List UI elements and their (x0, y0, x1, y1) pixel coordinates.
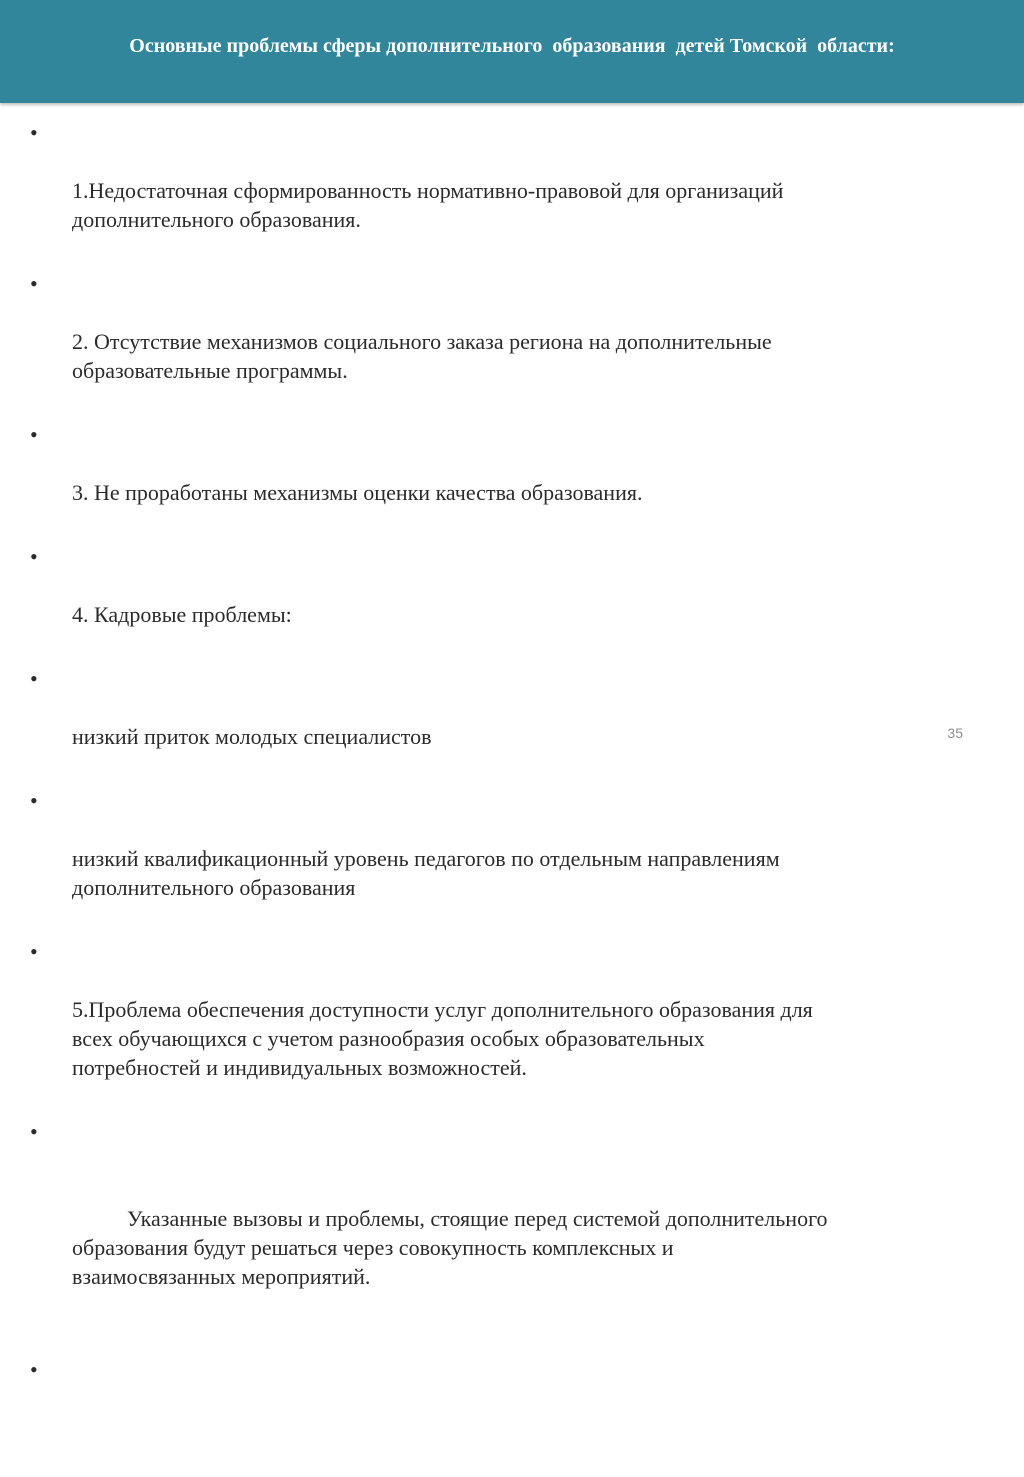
bullet-item-3 (0, 420, 972, 536)
bullet-item-2 (0, 269, 972, 414)
bullet-list (0, 118, 1024, 1471)
bullet-text: Указанные вызовы и проблемы, стоящие перед системой дополнительного образования будут решаться через совокупность комплексных и взаимосвязанных мероприятий. (72, 1206, 828, 1289)
bullet-dot-icon: • (30, 1357, 38, 1382)
bullet-dot-icon: • (30, 666, 38, 691)
bullet-dot-icon: • (30, 271, 38, 296)
page-number: 35 (947, 725, 963, 741)
bullet-item-8 (0, 1117, 972, 1349)
bullet-item-9 (0, 1355, 972, 1471)
bullet-dot-icon: • (30, 544, 38, 569)
bullet-text: низкий квалификационный уровень педагогов по отдельным направлениям дополнительного образования (72, 846, 780, 900)
title-band (0, 0, 1024, 103)
bullet-text: 5.Проблема обеспечения доступности услуг дополнительного образования для всех обучающихся с учетом разнообразия особых образовательных потребностей и индивидуальных возможностей. (72, 997, 813, 1080)
bullet-dot-icon: • (30, 422, 38, 447)
bullet-item-4 (0, 542, 972, 658)
bullet-item-5 (0, 664, 972, 780)
bullet-item-7 (0, 937, 972, 1111)
bullet-text: 3. Не проработаны механизмы оценки качества образования. (72, 480, 643, 505)
slide-title: Основные проблемы сферы дополнительного образования детей Томской области: (129, 35, 895, 57)
bullet-dot-icon: • (30, 1119, 38, 1144)
bullet-dot-icon: • (30, 939, 38, 964)
bullet-item-6 (0, 786, 972, 931)
bullet-text: 1.Недостаточная сформированность нормативно-правовой для организаций дополнительного образования. (72, 178, 784, 232)
slide-content (0, 118, 1024, 1477)
bullet-text: 2. Отсутствие механизмов социального заказа региона на дополнительные образовательные программы. (72, 329, 772, 383)
bullet-text: 4. Кадровые проблемы: (72, 602, 292, 627)
bullet-item-1 (0, 118, 972, 263)
bullet-text (72, 1413, 972, 1442)
bullet-dot-icon: • (30, 120, 38, 145)
bullet-text: низкий приток молодых специалистов (72, 724, 432, 749)
bullet-dot-icon: • (30, 788, 38, 813)
